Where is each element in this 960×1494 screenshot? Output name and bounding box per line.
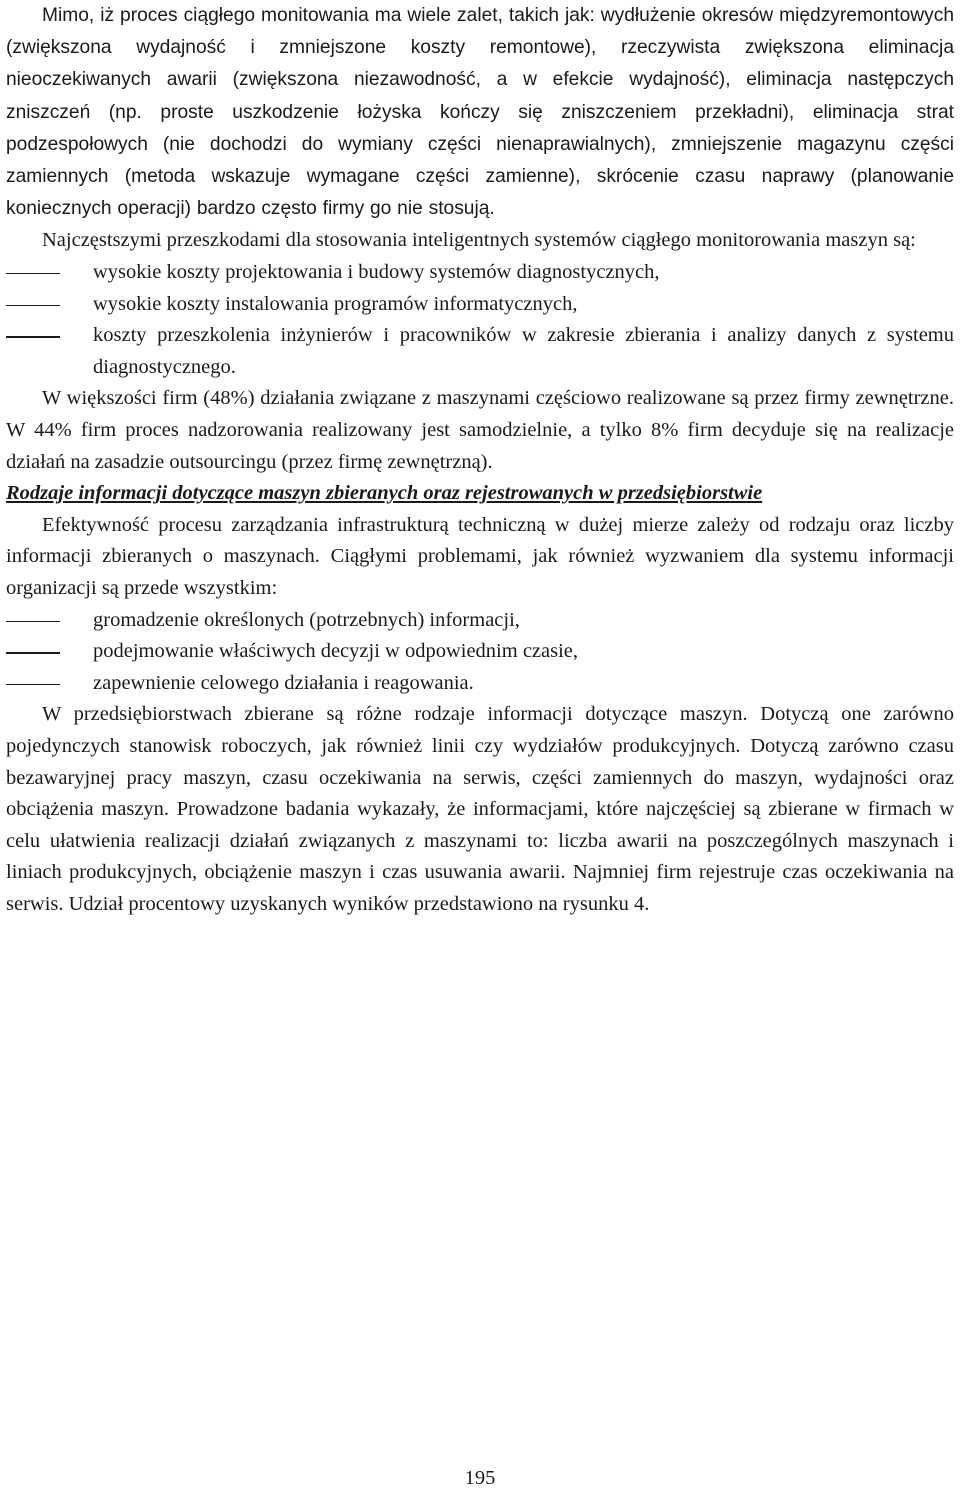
list-item-text: podejmowanie właściwych decyzji w odpowiednim czasie, (93, 640, 579, 663)
section-heading: Rodzaje informacji dotyczące maszyn zbieranych oraz rejestrowanych w przedsiębiorstwie (6, 482, 763, 505)
outsourcing-paragraph: W większości firm (48%) działania związane z maszynami częściowo realizowane są przez firmy zewnętrzne. W 44% firm proces nadzorowania realizowany jest samodzielnie, a tylko 8% firm decyduje się na realizacje działań na zasadzie outsourcingu (przez firmę zewnętrzną). (6, 387, 954, 473)
page-number: 195 (464, 1467, 496, 1489)
list-item-text: gromadzenie określonych (potrzebnych) informacji, (93, 608, 520, 631)
document-page (6, 0, 954, 920)
list-item (6, 668, 954, 700)
barriers-intro-paragraph: Najczęstszymi przeszkodami dla stosowania inteligentnych systemów ciągłego monitorowania maszyn są: (42, 229, 916, 252)
list-item-text: koszty przeszkolenia inżynierów i pracowników w zakresie zbierania i analizy danych z systemu diagnostycznego. (93, 324, 954, 378)
list-item-text: zapewnienie celowego działania i reagowania. (93, 671, 474, 694)
intro-paragraph: Mimo, iż proces ciągłego monitowania ma wiele zalet, takich jak: wydłużenie okresów międzyremontowych (zwiększona wydajność i zmniejszone koszty remontowe), rzeczywista zwiększona eliminacja nieoczekiwanych awarii (zwiększona niezawodność, a w efekcie wydajność), eliminacja następczych zniszczeń (np. proste uszkodzenie łożyska kończy się zniszczeniem przekładni), eliminacja strat podzespołowych (nie dochodzi do wymiany części nienaprawialnych), zmniejszenie magazynu części zamiennych (metoda wskazuje wymagane części zamienne), skrócenie czasu naprawy (planowanie koniecznych operacji) bardzo często firmy go nie stosują. (6, 5, 954, 220)
problems-list (6, 605, 954, 700)
list-item-text: wysokie koszty instalowania programów informatycznych, (93, 292, 578, 315)
efficiency-paragraph: Efektywność procesu zarządzania infrastrukturą techniczną w dużej mierze zależy od rodzaju oraz liczby informacji zbieranych o maszynach. Ciągłymi problemami, jak również wyzwaniem dla systemu informacji organizacji są przede wszystkim: (6, 513, 954, 599)
list-item (6, 605, 954, 637)
barriers-list (6, 257, 954, 383)
list-item (6, 289, 954, 321)
list-item-text: wysokie koszty projektowania i budowy systemów diagnostycznych, (93, 261, 660, 284)
final-paragraph: W przedsiębiorstwach zbierane są różne rodzaje informacji dotyczące maszyn. Dotyczą one zarówno pojedynczych stanowisk roboczych, jak również linii czy wydziałów produkcyjnych. Dotyczą zarówno czasu bezawaryjnej pracy maszyn, czasu oczekiwania na serwis, części zamiennych do maszyn, wydajności oraz obciążenia maszyn. Prowadzone badania wykazały, że informacjami, które najczęściej są zbierane w firmach w celu ułatwienia realizacji działań związanych z maszynami to: liczba awarii na poszczególnych maszynach i liniach produkcyjnych, obciążenie maszyn i czas usuwania awarii. Najmniej firm rejestruje czas oczekiwania na serwis. Udział procentowy uzyskanych wyników przedstawiono na rysunku 4. (6, 703, 954, 915)
list-item (6, 636, 954, 668)
list-item (6, 320, 954, 383)
list-item (6, 257, 954, 289)
